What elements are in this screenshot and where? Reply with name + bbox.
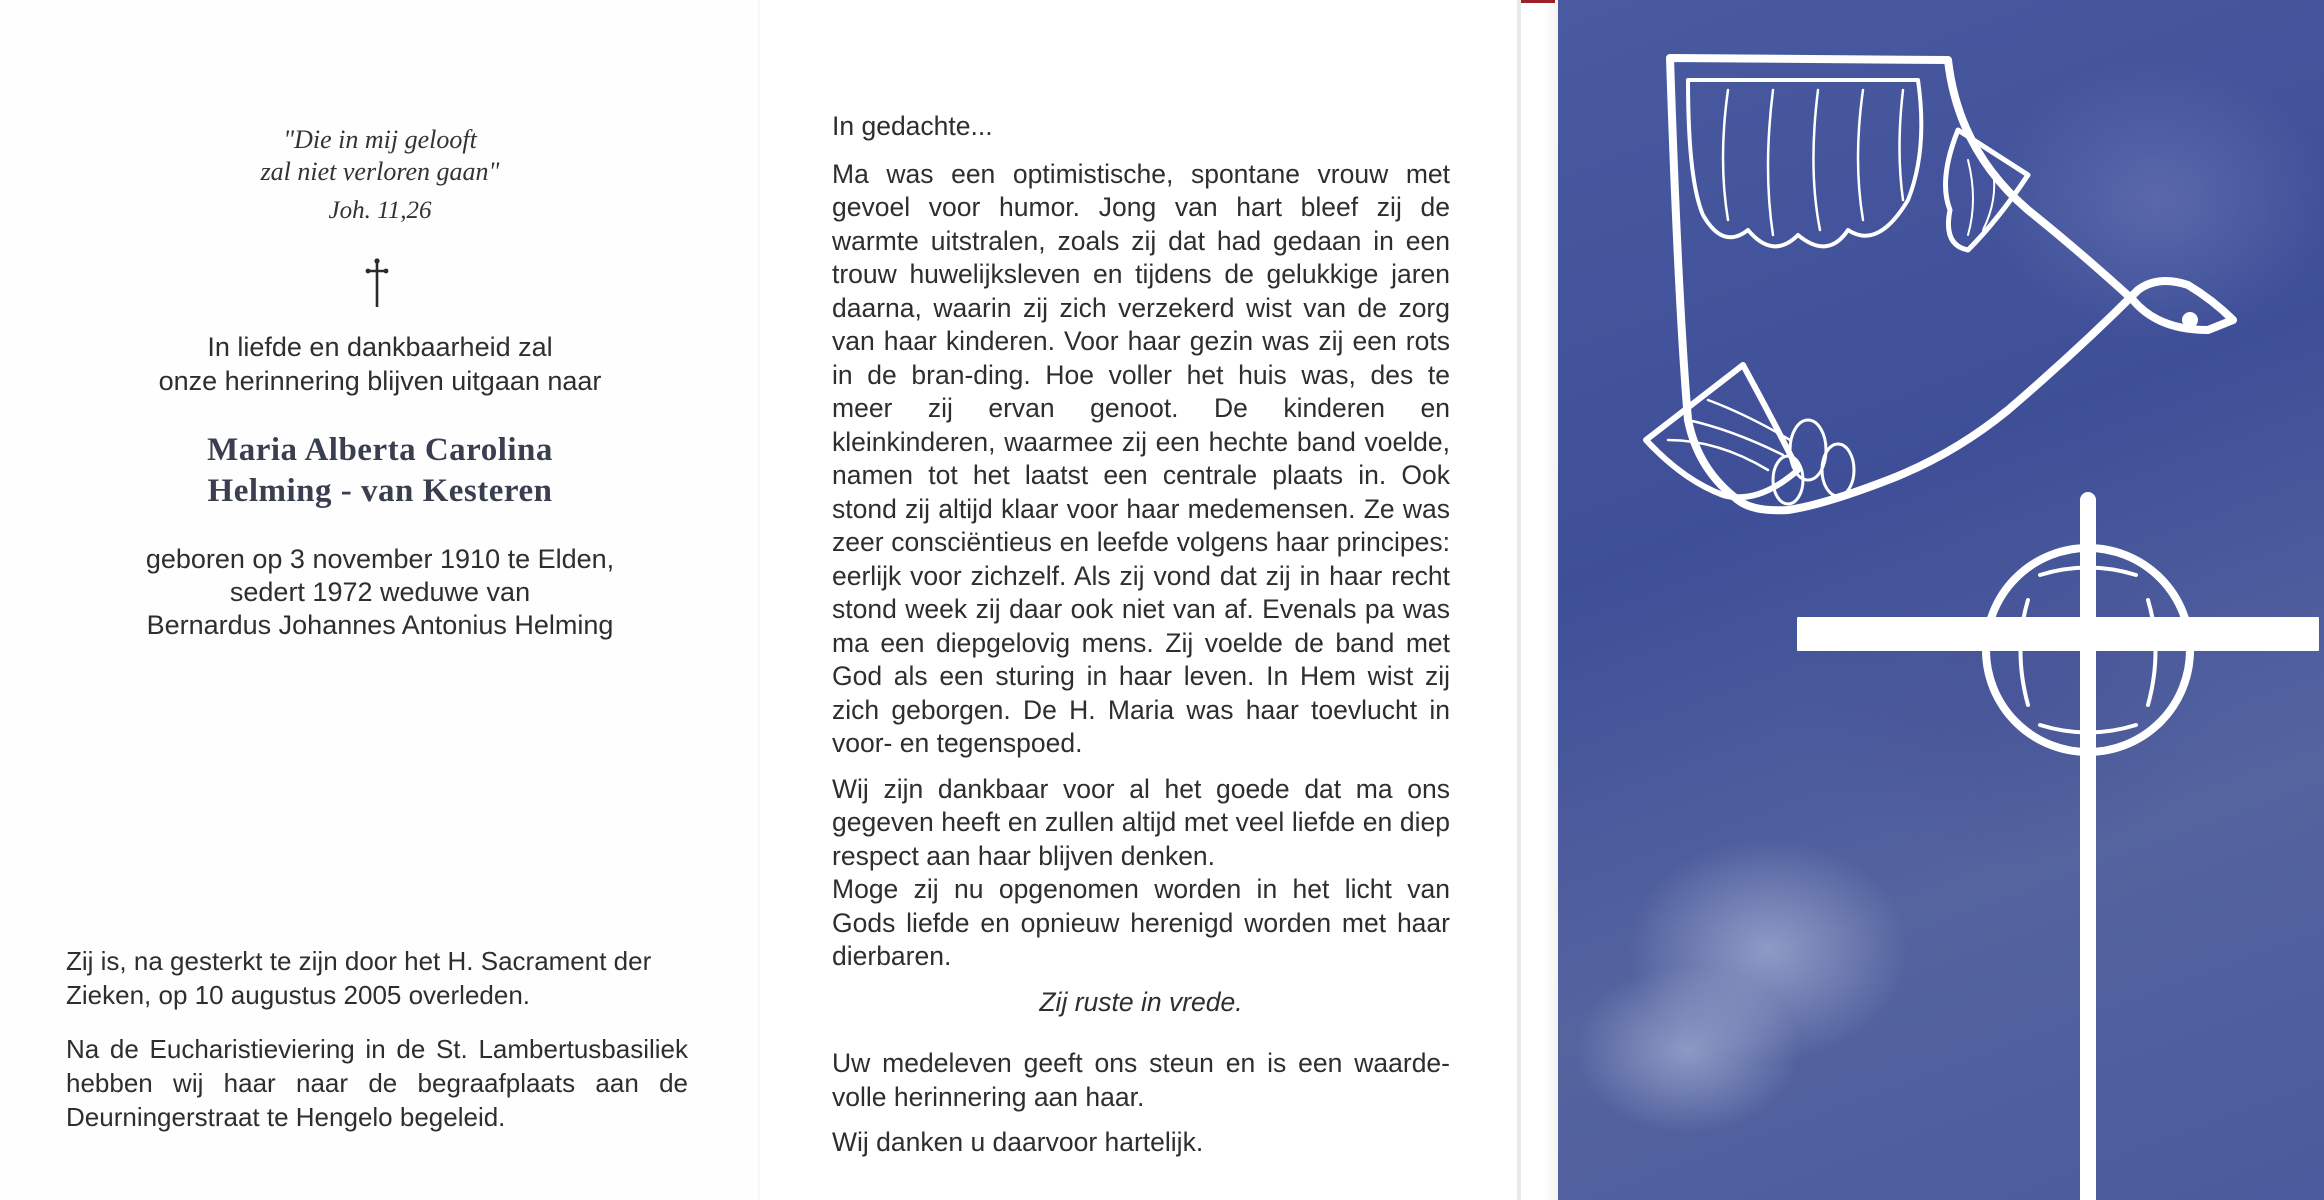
dedication-line-1: In liefde en dankbaarheid zal [207,332,553,362]
dove-cross-icon [1558,0,2324,1200]
memorial-paragraph-4: Uw medeleven geeft ons steun en is een waarde-volle herinnering aan haar. [832,1048,1450,1112]
death-paragraph: Zij is, na gesterkt te zijn door het H. Sacrament der Zieken, op 10 augustus 2005 overleden. [66,946,652,1010]
name-line-2: Helming - van Kesteren [207,473,553,509]
epigraph-reference: Joh. 11,26 [328,197,432,224]
left-panel [0,0,760,1200]
memorial-paragraph-5: Wij danken u daarvoor hartelijk. [832,1127,1204,1157]
name-line-1: Maria Alberta Carolina [207,432,553,468]
birth-line-1: geboren op 3 november 1910 te Elden, [145,544,615,574]
card-edge-accent [1521,0,1555,3]
deceased-name [0,430,760,512]
funeral-paragraph: Na de Eucharistieviering in de St. Lambertusbasiliek hebben wij haar naar de begraafplaats aan de Deurningerstraat te Hengelo begeleid. [66,1034,688,1132]
artwork-panel [1558,0,2324,1200]
birth-line-3: Bernardus Johannes Antonius Helming [146,610,614,640]
memorial-paragraph-2: Wij zijn dankbaar voor al het goede dat ma ons gegeven heeft en zullen altijd met veel liefde en diep respect aan haar blijven denken. [832,773,1450,871]
epigraph-line-1: "Die in mij gelooft [283,125,477,154]
epigraph-line-2: zal niet verloren gaan" [260,157,500,186]
birth-line-2: sedert 1972 weduwe van [229,577,531,607]
memorial-paragraph-3: Moge zij nu opgenomen worden in het licht van Gods liefde en opnieuw herenigd worden met haar dierbaren. [832,874,1450,971]
dedication-text [0,330,760,398]
birth-details [0,543,760,642]
memorial-paragraph-1: Ma was een optimistische, spontane vrouw met gevoel voor humor. Jong van hart bleef zij de warmte uitstralen, zoals zij dat had gedaan in een trouw huwelijksleven en tijdens de gelukkige jaren daarna, waarin zij zich verzekerd wist van de zorg van haar kinderen. Voor haar gezin was zij een rots in de bran-ding. Hoe voller het huis was, des te meer zij ervan genoot. De kinderen en kleinkinderen, waarmee zij een hechte band voelde, namen tot het laatst een centrale plaats in. Ook stond zij altijd klaar voor haar medemensen. Ze was zeer consciëntieus en leefde volgens haar principes: eerlijk voor zichzelf. Als zij vond dat zij in haar recht stond week zij daar ook niet van af. Evenals pa was ma een diepgelovig mens. Zij voelde de band met God als een sturing in haar leven. In Hem wist zij zich geborgen. De H. Maria was haar toevlucht in voor- en tegenspoed. [832,158,1450,758]
dedication-line-2: onze herinnering blijven uitgaan naar [158,366,602,396]
rest-in-peace-line: Zij ruste in vrede. [1039,986,1243,1017]
memorial-heading: In gedachte... [832,111,993,141]
memorial-text [832,110,1450,1172]
cross-icon [362,257,392,309]
card-edge [1521,0,1558,1200]
epigraph-quote [0,124,760,188]
